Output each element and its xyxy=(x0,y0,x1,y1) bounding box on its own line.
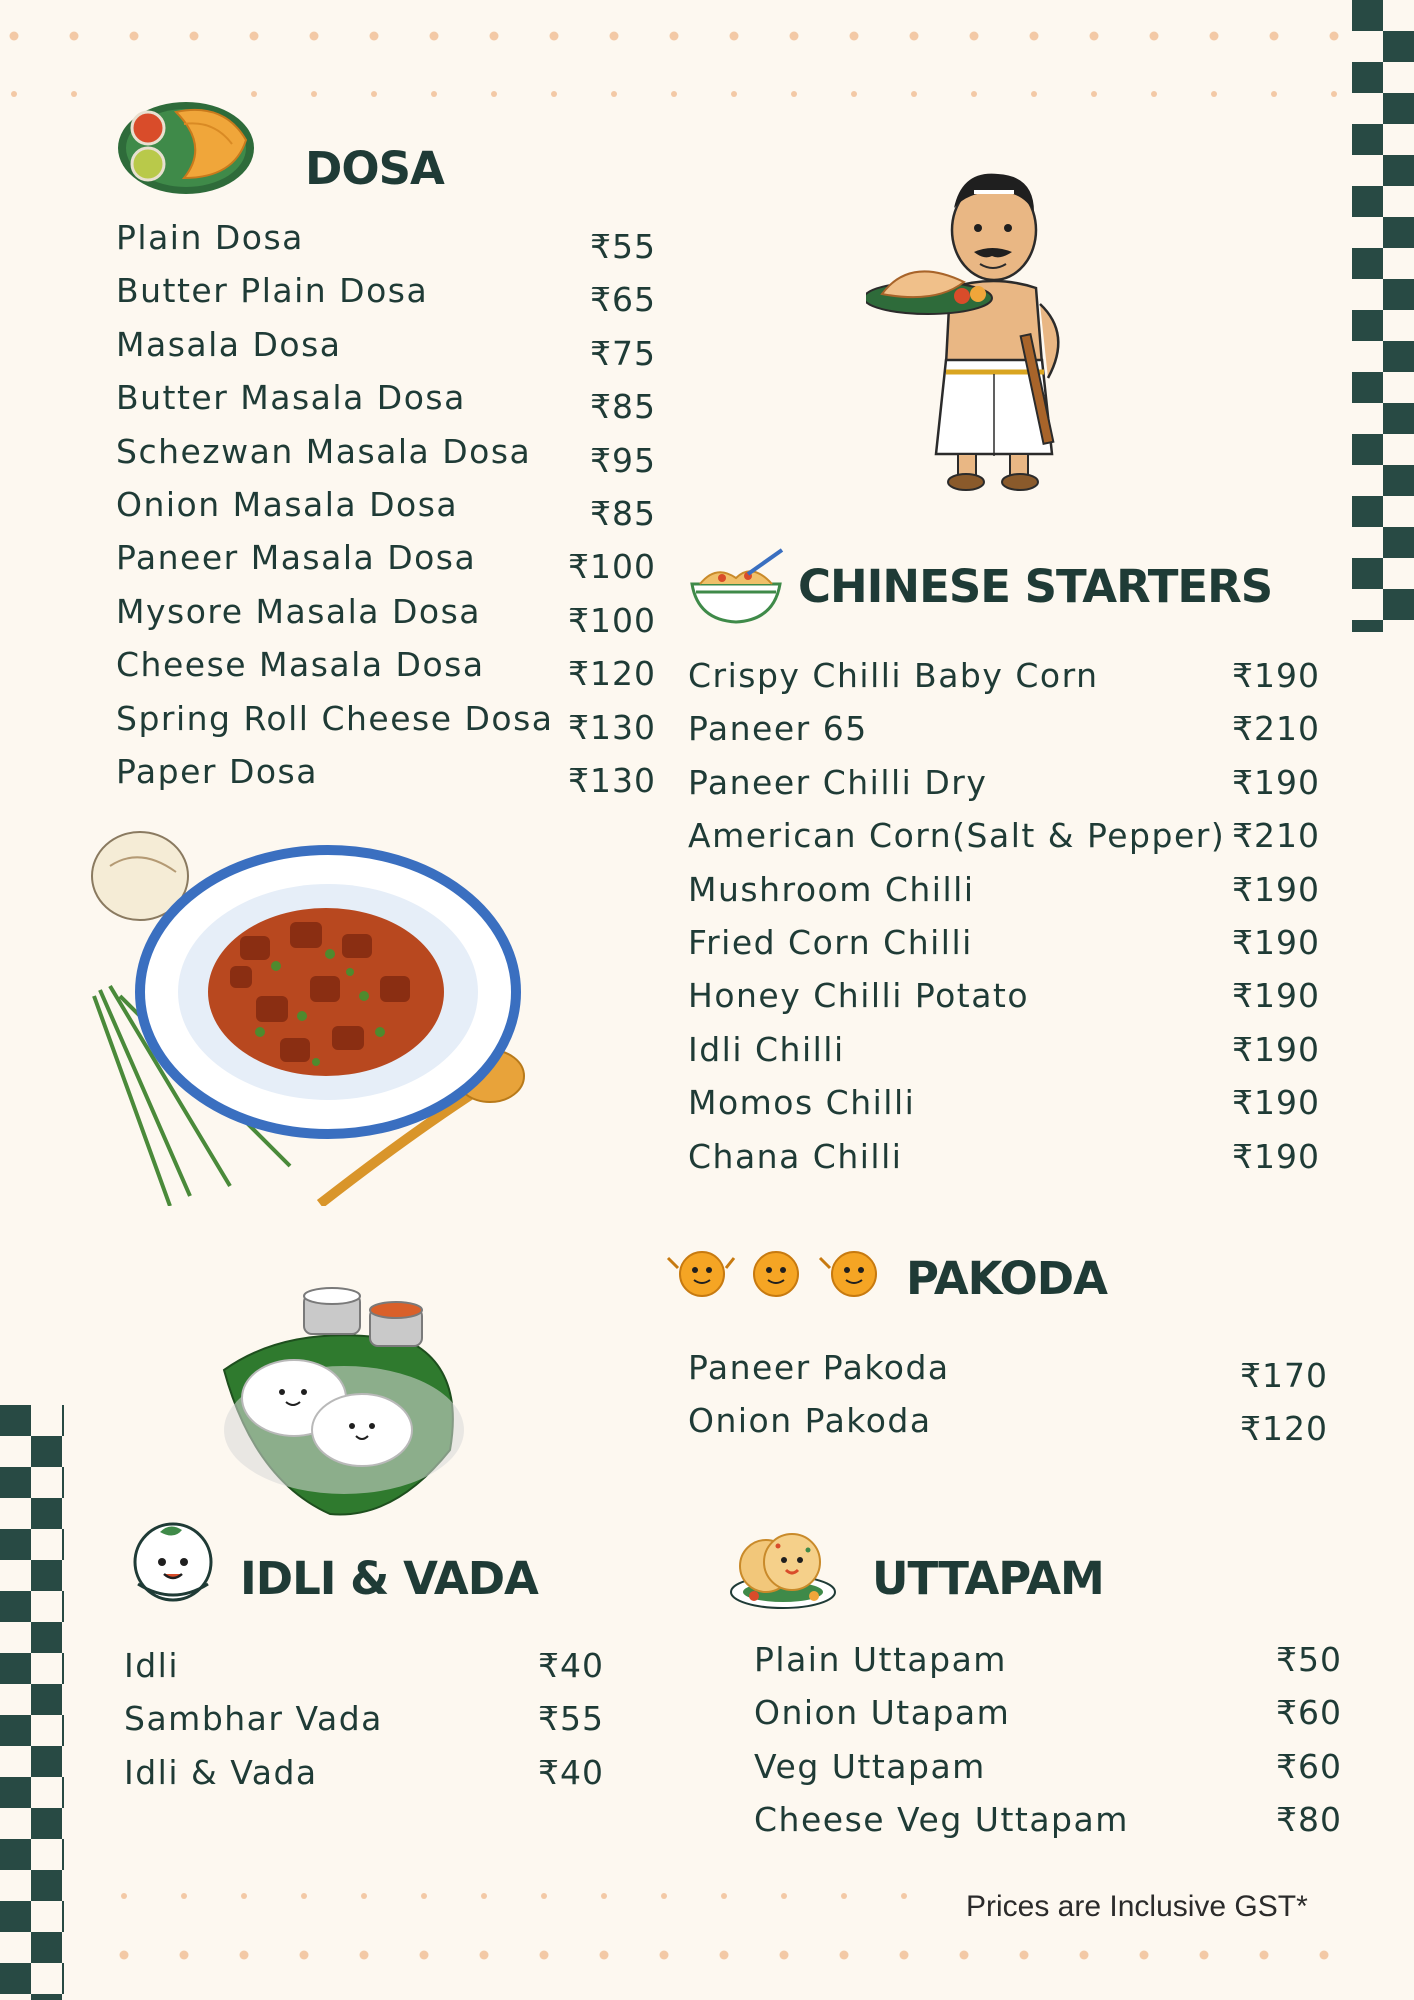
menu-item-price: ₹85 xyxy=(590,387,656,427)
menu-item-name: Paneer Masala Dosa xyxy=(116,538,477,578)
menu-item-price: ₹120 xyxy=(568,654,656,694)
menu-item-name: Idli & Vada xyxy=(124,1752,318,1792)
menu-item-price: ₹170 xyxy=(1240,1356,1328,1395)
menu-item-name: Mysore Masala Dosa xyxy=(116,591,482,631)
idli-plate-illustration xyxy=(214,1280,474,1520)
menu-item-name: Paneer Chilli Dry xyxy=(688,762,988,802)
menu-item-price: ₹190 xyxy=(1232,1029,1320,1069)
menu-item xyxy=(688,870,1320,923)
menu-item xyxy=(688,1083,1320,1136)
menu-item-price: ₹60 xyxy=(1276,1746,1342,1786)
menu-item-price: ₹120 xyxy=(1240,1409,1328,1449)
menu-item-name: Mushroom Chilli xyxy=(688,869,975,909)
menu-item xyxy=(688,1348,1328,1401)
pakoda-mascot-icon xyxy=(664,1246,890,1302)
menu-item-name: Paneer 65 xyxy=(688,709,868,749)
checkered-border-right xyxy=(1352,0,1414,632)
menu-item-name: Plain Uttapam xyxy=(754,1640,1007,1679)
menu-item-name: Onion Masala Dosa xyxy=(116,484,459,524)
menu-item-price: ₹85 xyxy=(590,493,656,533)
menu-item xyxy=(688,923,1320,976)
menu-item-price: ₹210 xyxy=(1232,816,1320,856)
menu-item-name: Paper Dosa xyxy=(116,751,318,791)
menu-item xyxy=(124,1753,604,1806)
checkered-border-left xyxy=(0,1405,64,2000)
menu-item xyxy=(754,1747,1342,1800)
dosa-menu-list xyxy=(116,218,656,805)
menu-item xyxy=(116,645,656,698)
menu-item xyxy=(116,538,656,591)
menu-item xyxy=(116,752,656,805)
menu-item-price: ₹75 xyxy=(590,333,656,373)
menu-item-price: ₹40 xyxy=(538,1646,604,1685)
menu-item-price: ₹55 xyxy=(590,227,656,266)
menu-item xyxy=(116,432,656,485)
menu-item-price: ₹40 xyxy=(538,1752,604,1792)
gst-note: Prices are Inclusive GST* xyxy=(966,1890,1308,1923)
menu-item-price: ₹130 xyxy=(568,707,656,747)
pakoda-heading: PAKODA xyxy=(906,1252,1107,1305)
menu-item-name: Masala Dosa xyxy=(116,324,342,364)
menu-item xyxy=(688,1030,1320,1083)
menu-item xyxy=(754,1640,1342,1693)
menu-item-name: Cheese Veg Uttapam xyxy=(754,1800,1129,1840)
menu-item-name: Schezwan Masala Dosa xyxy=(116,431,532,471)
uttapam-heading: UTTAPAM xyxy=(872,1552,1104,1605)
menu-item xyxy=(688,816,1320,869)
menu-item-name: Chana Chilli xyxy=(688,1136,903,1176)
menu-item xyxy=(124,1646,604,1699)
menu-item-price: ₹210 xyxy=(1232,709,1320,749)
menu-item-name: Idli Chilli xyxy=(688,1029,845,1069)
menu-item-name: Plain Dosa xyxy=(116,218,304,257)
menu-item xyxy=(116,485,656,538)
menu-item-name: Spring Roll Cheese Dosa xyxy=(116,698,554,738)
menu-item-name: Momos Chilli xyxy=(688,1083,916,1123)
menu-item-name: Honey Chilli Potato xyxy=(688,976,1030,1016)
menu-item xyxy=(688,1137,1320,1190)
pakoda-menu-list xyxy=(688,1348,1328,1455)
uttapam-menu-list xyxy=(754,1640,1342,1854)
menu-item-price: ₹65 xyxy=(590,280,656,320)
menu-item-name: Cheese Masala Dosa xyxy=(116,645,485,685)
menu-item-price: ₹190 xyxy=(1232,1083,1320,1123)
menu-item-price: ₹190 xyxy=(1232,762,1320,802)
menu-item-price: ₹50 xyxy=(1276,1640,1342,1679)
menu-item-price: ₹190 xyxy=(1232,656,1320,695)
menu-item xyxy=(688,709,1320,762)
menu-item xyxy=(116,325,656,378)
menu-item xyxy=(688,763,1320,816)
menu-item-price: ₹55 xyxy=(538,1699,604,1739)
uttapam-plate-icon xyxy=(728,1522,838,1614)
menu-item-price: ₹80 xyxy=(1276,1800,1342,1840)
menu-item-name: Onion Pakoda xyxy=(688,1401,932,1441)
menu-item-name: Crispy Chilli Baby Corn xyxy=(688,656,1099,695)
chilli-paneer-dish-illustration xyxy=(80,826,560,1206)
menu-item xyxy=(124,1699,604,1752)
menu-item-name: Paneer Pakoda xyxy=(688,1348,950,1387)
menu-item xyxy=(116,378,656,431)
menu-item-name: Fried Corn Chilli xyxy=(688,922,973,962)
menu-item-price: ₹190 xyxy=(1232,976,1320,1016)
menu-item-price: ₹190 xyxy=(1232,869,1320,909)
idli-vada-menu-list xyxy=(124,1646,604,1806)
menu-item-price: ₹190 xyxy=(1232,922,1320,962)
menu-item-price: ₹95 xyxy=(590,440,656,480)
dosa-plate-icon xyxy=(114,94,258,198)
menu-item-name: Butter Plain Dosa xyxy=(116,271,429,311)
noodle-bowl-icon xyxy=(686,548,786,628)
menu-item-price: ₹190 xyxy=(1232,1136,1320,1176)
menu-item-price: ₹100 xyxy=(568,600,656,640)
chef-with-dosa-illustration xyxy=(866,164,1096,498)
menu-item-price: ₹130 xyxy=(568,760,656,800)
idli-vada-heading: IDLI & VADA xyxy=(240,1552,538,1605)
menu-item xyxy=(754,1800,1342,1853)
menu-item-price: ₹100 xyxy=(568,547,656,587)
menu-item-name: Sambhar Vada xyxy=(124,1699,383,1739)
menu-item xyxy=(754,1693,1342,1746)
chinese-starters-heading: CHINESE STARTERS xyxy=(798,560,1273,613)
menu-item xyxy=(688,976,1320,1029)
menu-item-name: Onion Utapam xyxy=(754,1693,1011,1733)
chinese-starters-menu-list xyxy=(688,656,1320,1190)
menu-item-name: Idli xyxy=(124,1646,180,1685)
idli-face-icon xyxy=(130,1520,216,1602)
dosa-heading: DOSA xyxy=(305,142,444,195)
menu-item xyxy=(116,699,656,752)
menu-item-price: ₹60 xyxy=(1276,1693,1342,1733)
menu-item-name: Veg Uttapam xyxy=(754,1746,986,1786)
menu-item xyxy=(116,592,656,645)
menu-item xyxy=(688,656,1320,709)
menu-item xyxy=(116,271,656,324)
menu-item xyxy=(116,218,656,271)
menu-item-name: American Corn(Salt & Pepper) xyxy=(688,816,1226,856)
menu-item xyxy=(688,1401,1328,1454)
menu-item-name: Butter Masala Dosa xyxy=(116,378,466,418)
